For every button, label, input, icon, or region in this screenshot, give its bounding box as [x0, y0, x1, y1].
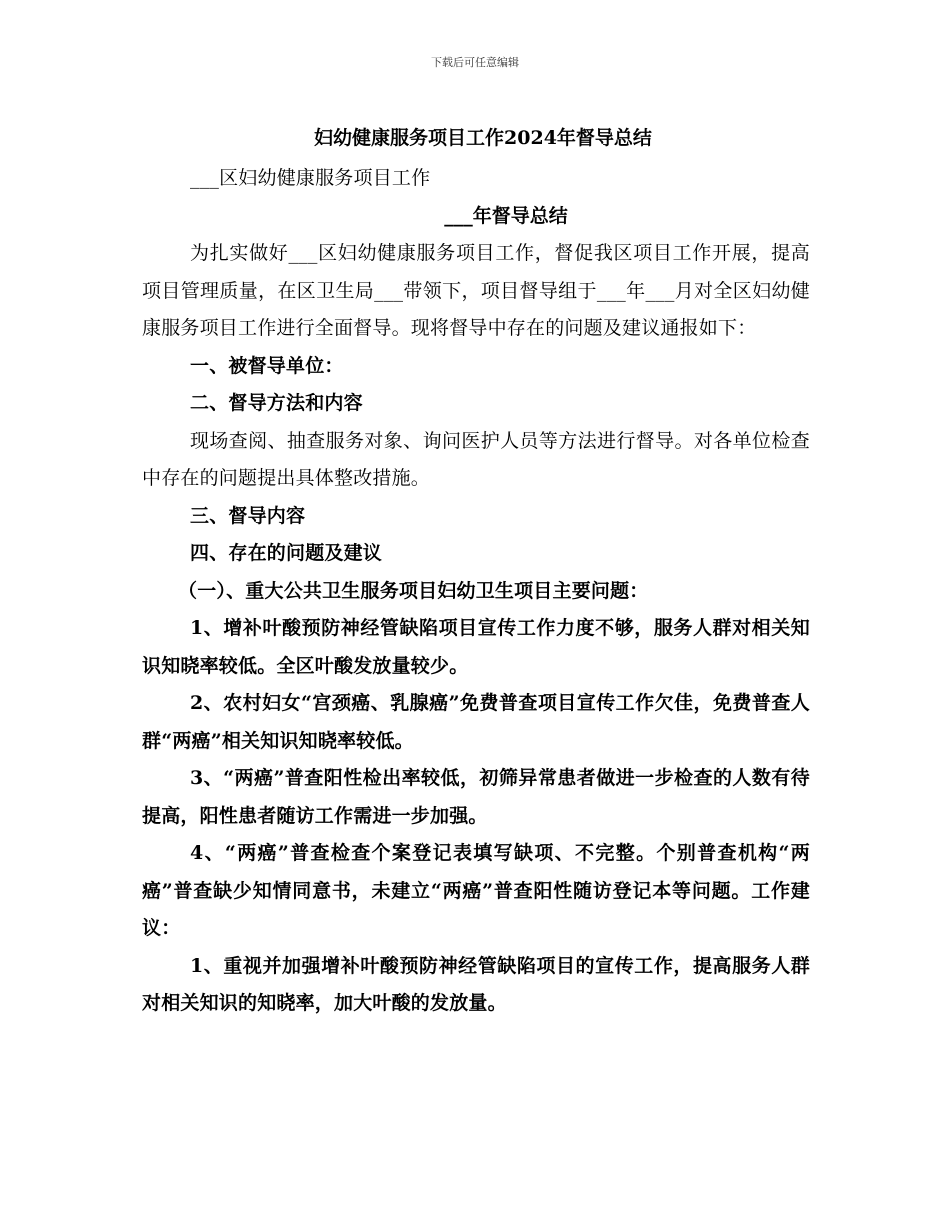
- problem-item-3: 3、“两癌”普查阳性检出率较低，初筛异常患者做进一步检查的人数有待提高，阳性患者随访工作需进一步加强。: [142, 767, 810, 827]
- document-body: [142, 118, 810, 1023]
- header-note: 下载后可任意编辑: [431, 56, 519, 69]
- section-heading-3: 三、督导内容: [190, 504, 306, 527]
- problem-item-1: 1、增补叶酸预防神经管缺陷项目宣传工作力度不够，服务人群对相关知识知晓率较低。全区叶酸发放量较少。: [142, 617, 810, 677]
- section-heading-4: 四、存在的问题及建议: [190, 542, 383, 564]
- problem-item-4: 4、“两癌”普查检查个案登记表填写缺项、不完整。个别普查机构“两癌”普查缺少知情同意书，未建立“两癌”普查阳性随访登记本等问题。工作建议：: [142, 842, 810, 939]
- document-title: 妇幼健康服务项目工作2024年督导总结: [314, 127, 652, 149]
- subsection-heading-1: （一）、重大公共卫生服务项目妇幼卫生项目主要问题：: [178, 579, 649, 602]
- paragraph-methods: 现场查阅、抽查服务对象、询问医护人员等方法进行督导。对各单位检查中存在的问题提出具体整改措施。: [142, 429, 810, 489]
- section-heading-2: 二、督导方法和内容: [190, 392, 363, 414]
- problem-item-2: 2、农村妇女“宫颈癌、乳腺癌”免费普查项目宣传工作欠佳，免费普查人群“两癌”相关知识知晓率较低。: [142, 692, 810, 752]
- paragraph-intro: 为扎实做好___区妇幼健康服务项目工作，督促我区项目工作开展，提高项目管理质量，在区卫生局___带领下，项目督导组于___年___月对全区妇幼健康服务项目工作进行全面督导。现将督导中存在的问题及建议通报如下：: [142, 242, 810, 339]
- section-heading-1: 一、被督导单位：: [190, 354, 344, 377]
- suggestion-item-1: 1、重视并加强增补叶酸预防神经管缺陷项目的宣传工作，提高服务人群对相关知识的知晓率，加大叶酸的发放量。: [142, 954, 810, 1014]
- sub-line: ___区妇幼健康服务项目工作: [190, 167, 431, 189]
- sub-title: ___年督导总结: [444, 204, 568, 227]
